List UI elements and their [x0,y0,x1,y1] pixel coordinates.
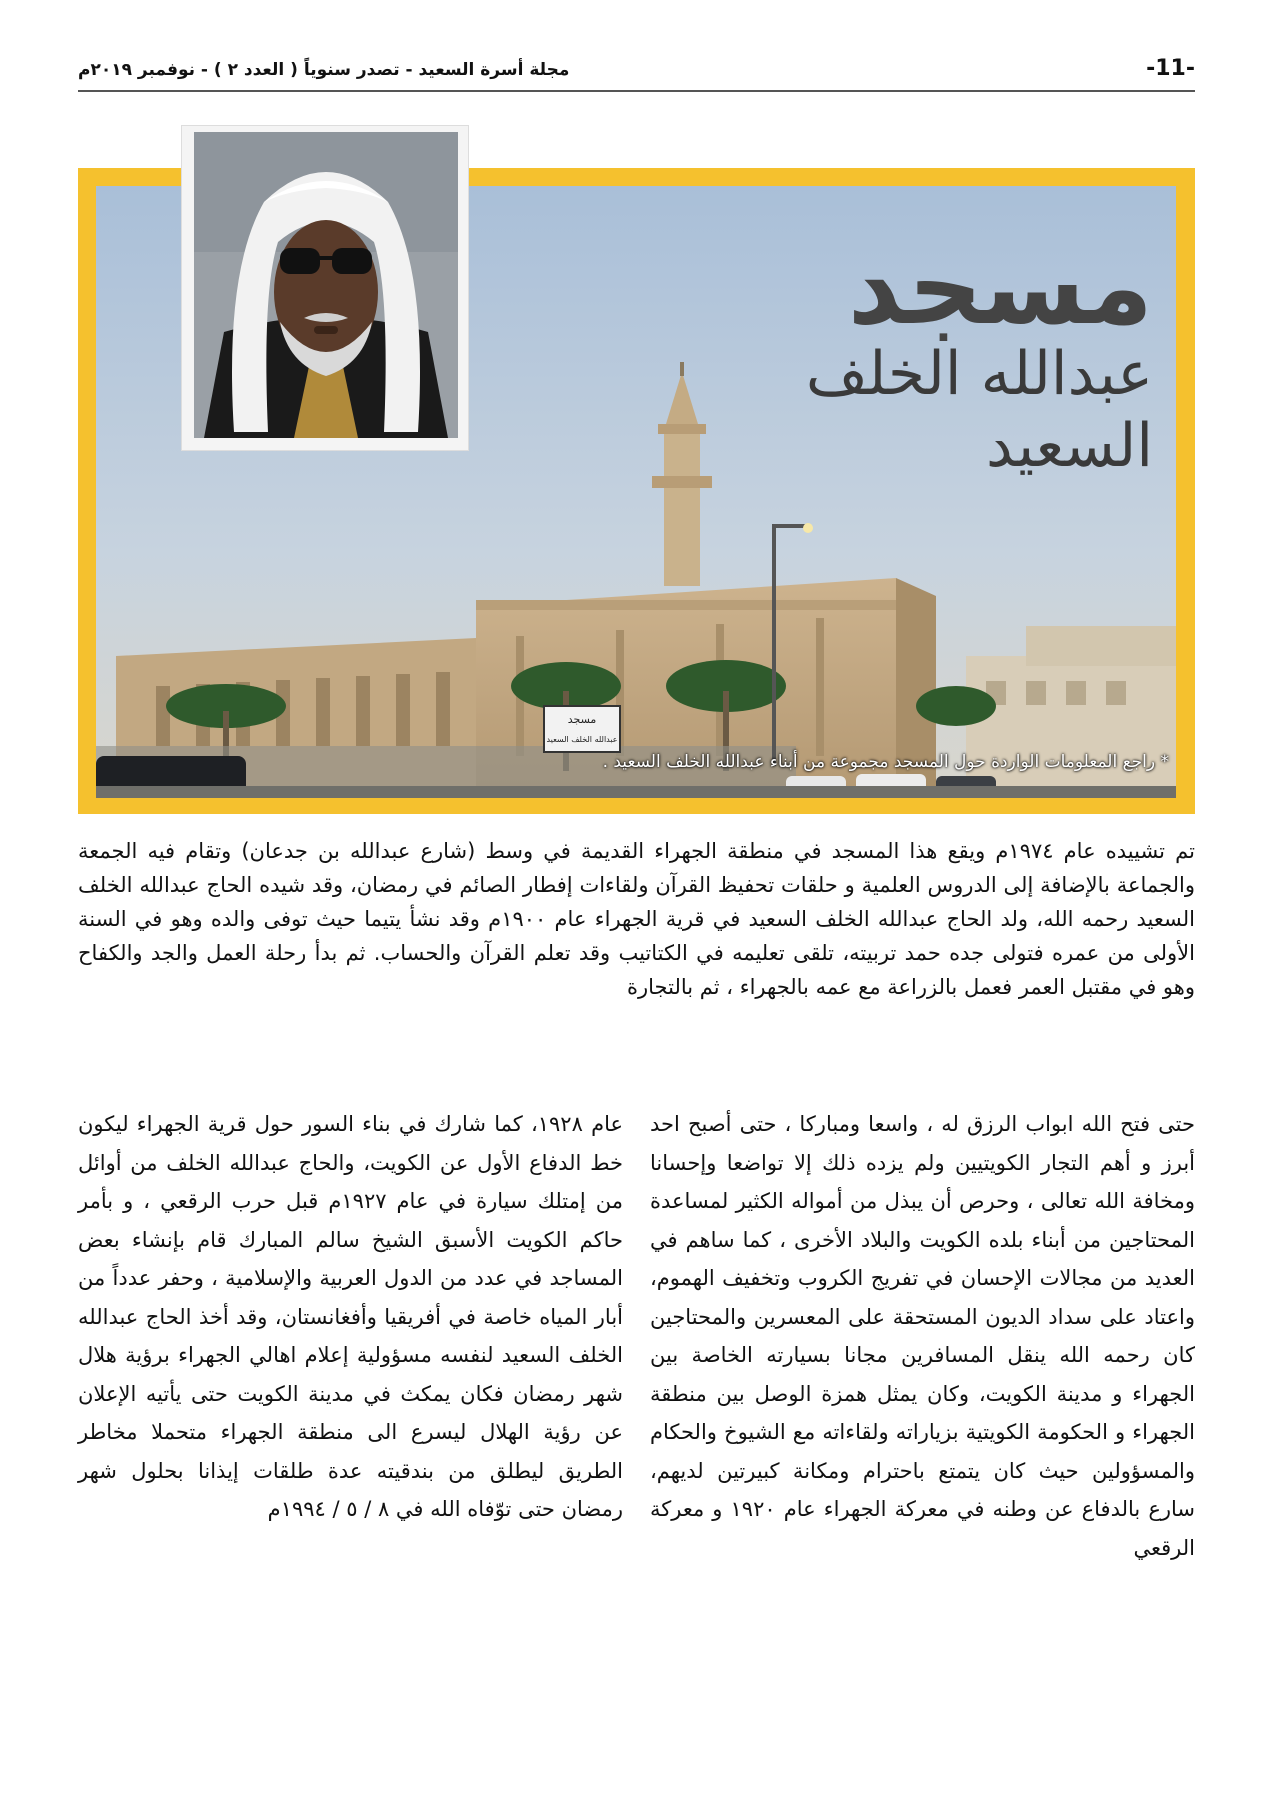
intro-paragraph: تم تشييده عام ١٩٧٤م ويقع هذا المسجد في منطقة الجهراء القديمة في وسط (شارع عبدالله بن جدعان) وتقام فيه الجمعة والجماعة بالإضافة إلى الدروس العلمية و حلقات تحفيظ القرآن ولقاءات إفطار الصائم في رمضان، وقد شيده الحاج عبدالله الخلف السعيد رحمه الله، ولد الحاج عبدالله الخلف السعيد في قرية الجهراء عام ١٩٠٠م وقد نشأ يتيما حيث توفى والده وهو في السنة الأولى من عمره فتولى جده حمد تربيته، تلقى تعليمه في الكتاتيب وقد تعلم القرآن والحساب. ثم بدأ رحلة العمل والجد والكفاح وهو في مقتبل العمر فعمل بالزراعة مع عمه بالجهراء ، ثم بالتجارة [78,839,1195,999]
portrait-illustration [194,132,458,438]
article-column-left: عام ١٩٢٨، كما شارك في بناء السور حول قرية الجهراء ليكون خط الدفاع الأول عن الكويت، والحاج عبدالله الخلف من أوائل من إمتلك سيارة في عام ١٩٢٧م قبل حرب الرقعي ، و بأمر حاكم الكويت الأسبق الشيخ سالم المبارك قام بإنشاء بعض المساجد في عدد من الدول العربية والإسلامية ، وحفر عدداً من أبار المياه خاصة في أفريقيا وأفغانستان، وقد أخذ الحاج عبدالله الخلف السعيد لنفسه مسؤولية إعلام اهالي الجهراء برؤية هلال شهر رمضان فكان يمكث في مدينة الكويت حتى يأتيه الإعلان عن رؤية الهلال ليسرع الى منطقة الجهراء متحملا مخاطر الطريق ليطلق من بندقيته عدة طلقات إيذانا بحلول شهر رمضان حتى توّفاه الله في ٨ / ٥ / ١٩٩٤م [78,1112,623,1521]
article-column-right: حتى فتح الله ابواب الرزق له ، واسعا ومباركا ، حتى أصبح احد أبرز و أهم التجار الكويتيين ولم يزده ذلك إلا تواضعا وإحسانا ومخافة الله تعالى ، وحرص أن يبذل من أمواله الكثير لمساعدة المحتاجين من أبناء بلده الكويت والبلاد الأخرى ، كما ساهم في العديد من مجالات الإحسان في تفريج الكروب وتخفيف الهموم، واعتاد على سداد الديون المستحقة على المعسرين والمحتاجين كان رحمه الله ينقل المسافرين مجانا بسيارته الخاصة بين الجهراء و مدينة الكويت، وكان يمثل همزة الوصل بين منطقة الجهراء و الحكومة الكويتية بزياراته ولقاءاته مع الشيوخ والحكام والمسؤولين حيث كان يتمتع باحترام ومكانة كبيرتين لديهم، سارع بالدفاع عن وطنه في معركة الجهراء عام ١٩٢٠ و معركة الرقعي [650,1112,1195,1560]
page-header [78,52,1195,92]
portrait-photo [194,132,458,438]
page-number: -11- [1146,56,1195,81]
sign-title: مسجد [567,713,597,726]
article-title: مسجد [847,226,1153,348]
photo-caption: * راجع المعلومات الواردة حول المسجد مجموعة من أبناء عبدالله الخلف السعيد . [602,752,1169,772]
article-intro [78,834,1195,1004]
article-subtitle: عبدالله الخلف السعيد [805,339,1153,481]
sign-subtitle: عبدالله الخلف السعيد [546,735,618,744]
magazine-title: مجلة أسرة السعيد - تصدر سنوياً ( العدد ٢ ) - نوفمبر ٢٠١٩م [78,60,570,80]
